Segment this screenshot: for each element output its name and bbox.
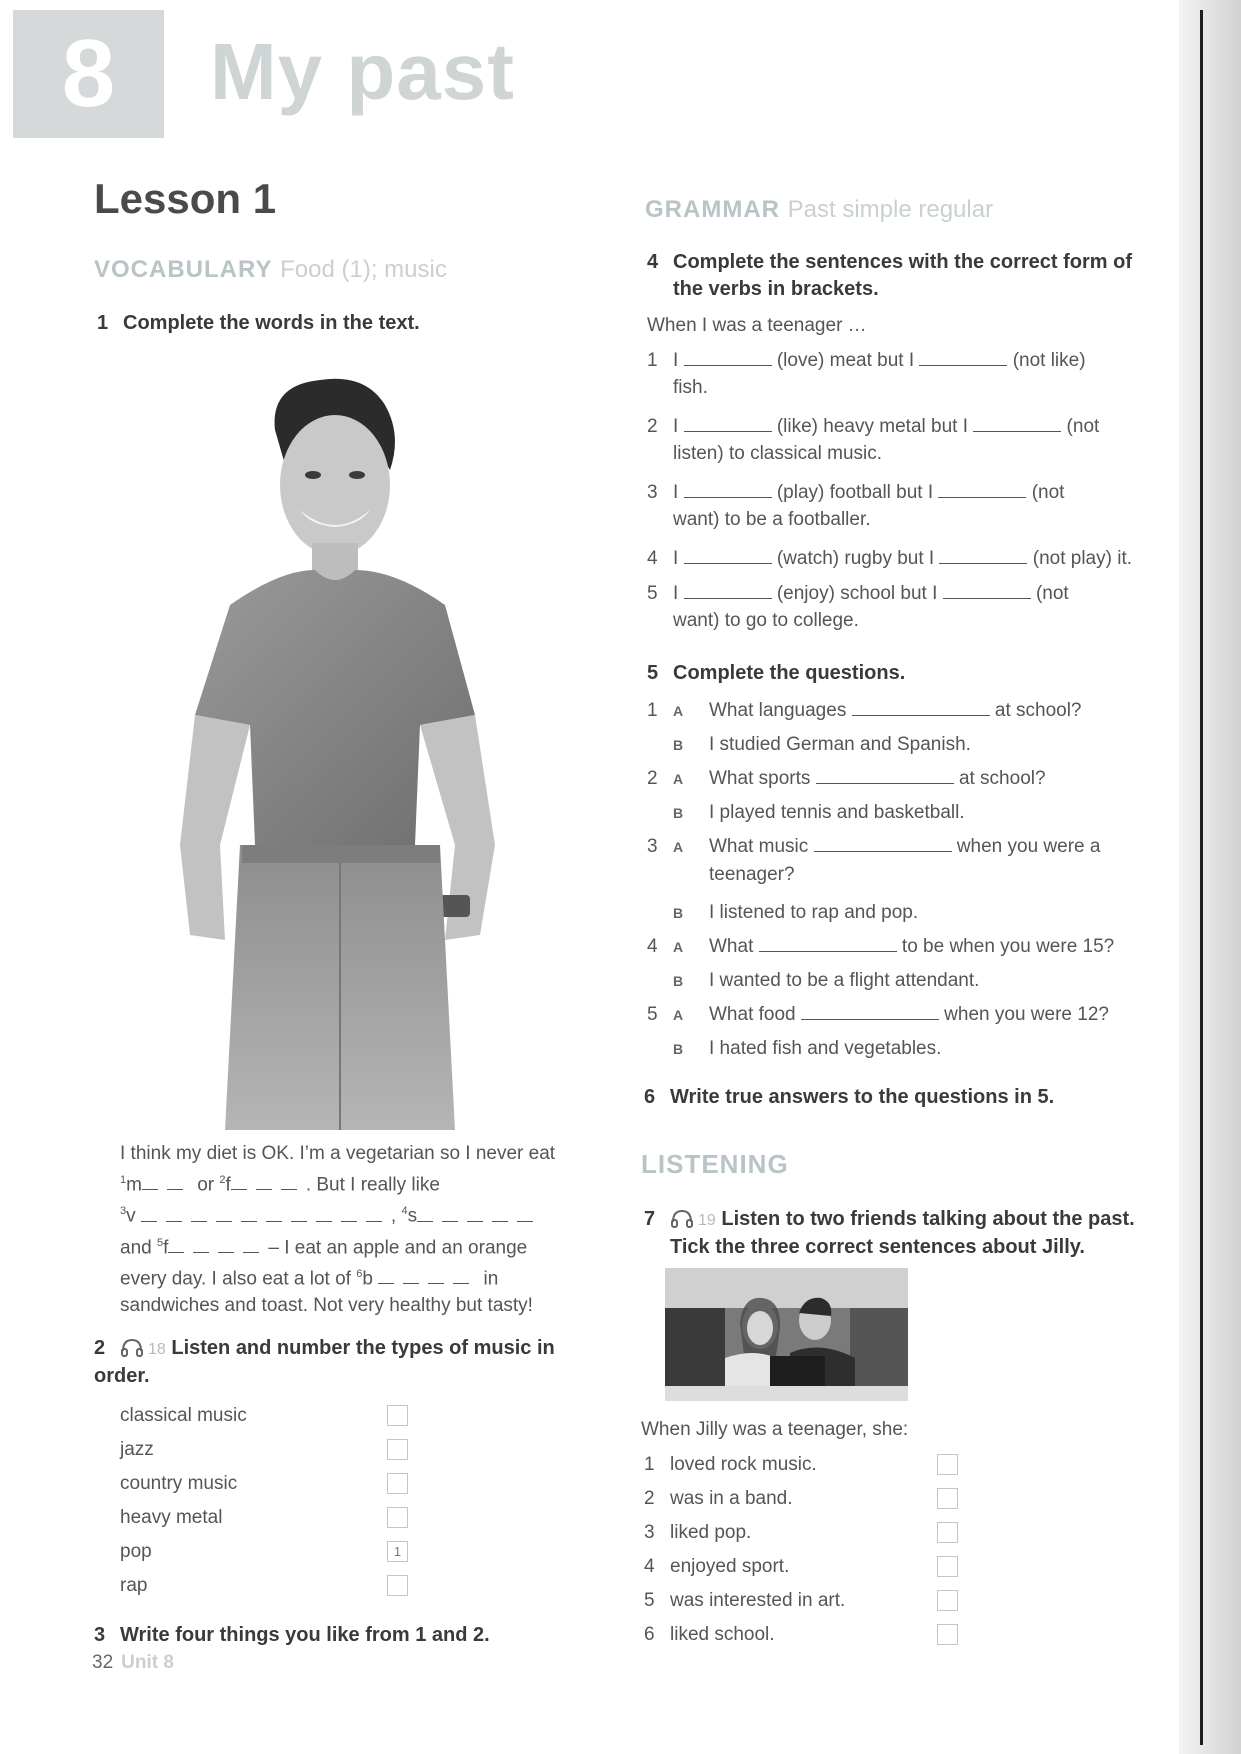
exercise-4-item: 3 I (play) football but I (not want) to be a footballer. xyxy=(647,479,1147,533)
answer-blank[interactable] xyxy=(684,347,772,366)
answer-blank[interactable] xyxy=(684,479,772,498)
listening-item: 5 was interested in art. xyxy=(644,1590,846,1611)
order-box[interactable] xyxy=(387,1575,408,1596)
order-box[interactable]: 1 xyxy=(387,1541,408,1562)
exercise-5-answer: B I played tennis and basketball. xyxy=(673,802,965,823)
footer-unit: Unit 8 xyxy=(121,1652,174,1673)
letter-blank[interactable] xyxy=(281,1173,297,1190)
exercise-7-intro: When Jilly was a teenager, she: xyxy=(641,1419,909,1440)
exercise-7-instruction: 7 19 Listen to two friends talking about the past. Tick the three correct sentences about Jilly. xyxy=(644,1208,1135,1258)
exercise-5-question: 2 A What sports at school? xyxy=(647,765,1167,793)
exercise-5-answer: B I wanted to be a flight attendant. xyxy=(673,970,980,991)
lesson-title: Lesson 1 xyxy=(94,175,277,222)
letter-blank[interactable] xyxy=(142,1173,158,1190)
order-box[interactable] xyxy=(387,1405,408,1426)
tick-box[interactable] xyxy=(937,1454,958,1475)
music-item: pop xyxy=(120,1541,152,1562)
exercise-5-answer: B I studied German and Spanish. xyxy=(673,734,971,755)
tick-box[interactable] xyxy=(937,1624,958,1645)
exercise-3-instruction: 3 Write four things you like from 1 and 2. xyxy=(94,1624,490,1646)
page-number: 32 xyxy=(92,1652,114,1673)
vocabulary-heading: VOCABULARY Food (1); music xyxy=(94,256,447,283)
order-box[interactable] xyxy=(387,1507,408,1528)
letter-blank[interactable] xyxy=(231,1173,247,1190)
listening-item: 2 was in a band. xyxy=(644,1488,793,1509)
exercise-6-instruction: 6 Write true answers to the questions in 5. xyxy=(644,1086,1055,1108)
exercise-5-answer: B I listened to rap and pop. xyxy=(673,902,919,923)
answer-blank[interactable] xyxy=(939,545,1027,564)
exercise-5-question: 3 A What music when you were a teenager? xyxy=(647,833,1167,888)
exercise-4-intro: When I was a teenager … xyxy=(647,315,867,336)
exercise-5-answer: B I hated fish and vegetables. xyxy=(673,1038,942,1059)
teenage-boy-photo xyxy=(170,375,545,1130)
exercise-5-question: 5 A What food when you were 12? xyxy=(647,1001,1167,1029)
exercise-1-text: I think my diet is OK. I’m a vegetarian so I never eat $^1$m or $^2$f . But I really like $^3$v , $^4$s and $^5$f – I eat an apple and an orange every day. I also eat a lot of $^6$b in sandwiches and toast. Not very healthy but tasty! xyxy=(120,1143,556,1317)
listening-item: 6 liked school. xyxy=(644,1624,775,1645)
answer-blank[interactable] xyxy=(814,833,952,852)
listening-heading: LISTENING xyxy=(641,1149,789,1179)
answer-blank[interactable] xyxy=(919,347,1007,366)
order-box[interactable] xyxy=(387,1439,408,1460)
tick-box[interactable] xyxy=(937,1556,958,1577)
unit-number-box xyxy=(13,10,164,138)
listening-item: 1 loved rock music. xyxy=(644,1454,817,1475)
grammar-heading: GRAMMAR Past simple regular xyxy=(645,196,994,223)
music-item: heavy metal xyxy=(120,1507,223,1528)
music-item: rap xyxy=(120,1575,148,1596)
listening-item: 4 enjoyed sport. xyxy=(644,1556,790,1577)
exercise-5-instruction: 5 Complete the questions. xyxy=(647,662,906,684)
music-item: country music xyxy=(120,1473,238,1494)
answer-blank[interactable] xyxy=(801,1001,939,1020)
exercise-5-question: 1 A What languages at school? xyxy=(647,697,1167,725)
two-friends-photo xyxy=(665,1268,908,1401)
page-binding-line xyxy=(1200,10,1203,1745)
unit-title: My past xyxy=(210,27,515,116)
answer-blank[interactable] xyxy=(938,479,1026,498)
letter-blank[interactable] xyxy=(256,1173,272,1190)
answer-blank[interactable] xyxy=(943,580,1031,599)
answer-blank[interactable] xyxy=(852,697,990,716)
exercise-1-instruction: 1 Complete the words in the text. xyxy=(97,312,420,334)
exercise-2-instruction: 2 18 Listen and number the types of music in order. xyxy=(94,1337,555,1387)
exercise-4-item: 4 I (watch) rugby but I (not play) it. xyxy=(647,545,1147,572)
exercise-5-question: 4 A What to be when you were 15? xyxy=(647,933,1167,961)
music-item: jazz xyxy=(120,1439,154,1460)
unit-number: 8 xyxy=(61,20,116,127)
answer-blank[interactable] xyxy=(759,933,897,952)
answer-blank[interactable] xyxy=(973,413,1061,432)
letter-blank[interactable] xyxy=(167,1173,183,1190)
tick-box[interactable] xyxy=(937,1522,958,1543)
exercise-4-instruction: 4 Complete the sentences with the correct form of the verbs in brackets. xyxy=(647,251,1132,300)
headphones-icon xyxy=(670,1208,694,1228)
answer-blank[interactable] xyxy=(684,580,772,599)
music-item: classical music xyxy=(120,1405,247,1426)
exercise-4-item: 1 I (love) meat but I (not like) fish. xyxy=(647,347,1147,401)
answer-blank[interactable] xyxy=(684,413,772,432)
order-box[interactable] xyxy=(387,1473,408,1494)
listening-item: 3 liked pop. xyxy=(644,1522,752,1543)
page-footer xyxy=(92,1652,174,1674)
answer-blank[interactable] xyxy=(684,545,772,564)
exercise-4-item: 5 I (enjoy) school but I (not want) to go to college. xyxy=(647,580,1147,634)
page-edge-shadow xyxy=(1179,0,1241,1754)
tick-box[interactable] xyxy=(937,1488,958,1509)
tick-box[interactable] xyxy=(937,1590,958,1611)
answer-blank[interactable] xyxy=(816,765,954,784)
exercise-4-item: 2 I (like) heavy metal but I (not listen) to classical music. xyxy=(647,413,1147,467)
headphones-icon xyxy=(120,1337,144,1357)
